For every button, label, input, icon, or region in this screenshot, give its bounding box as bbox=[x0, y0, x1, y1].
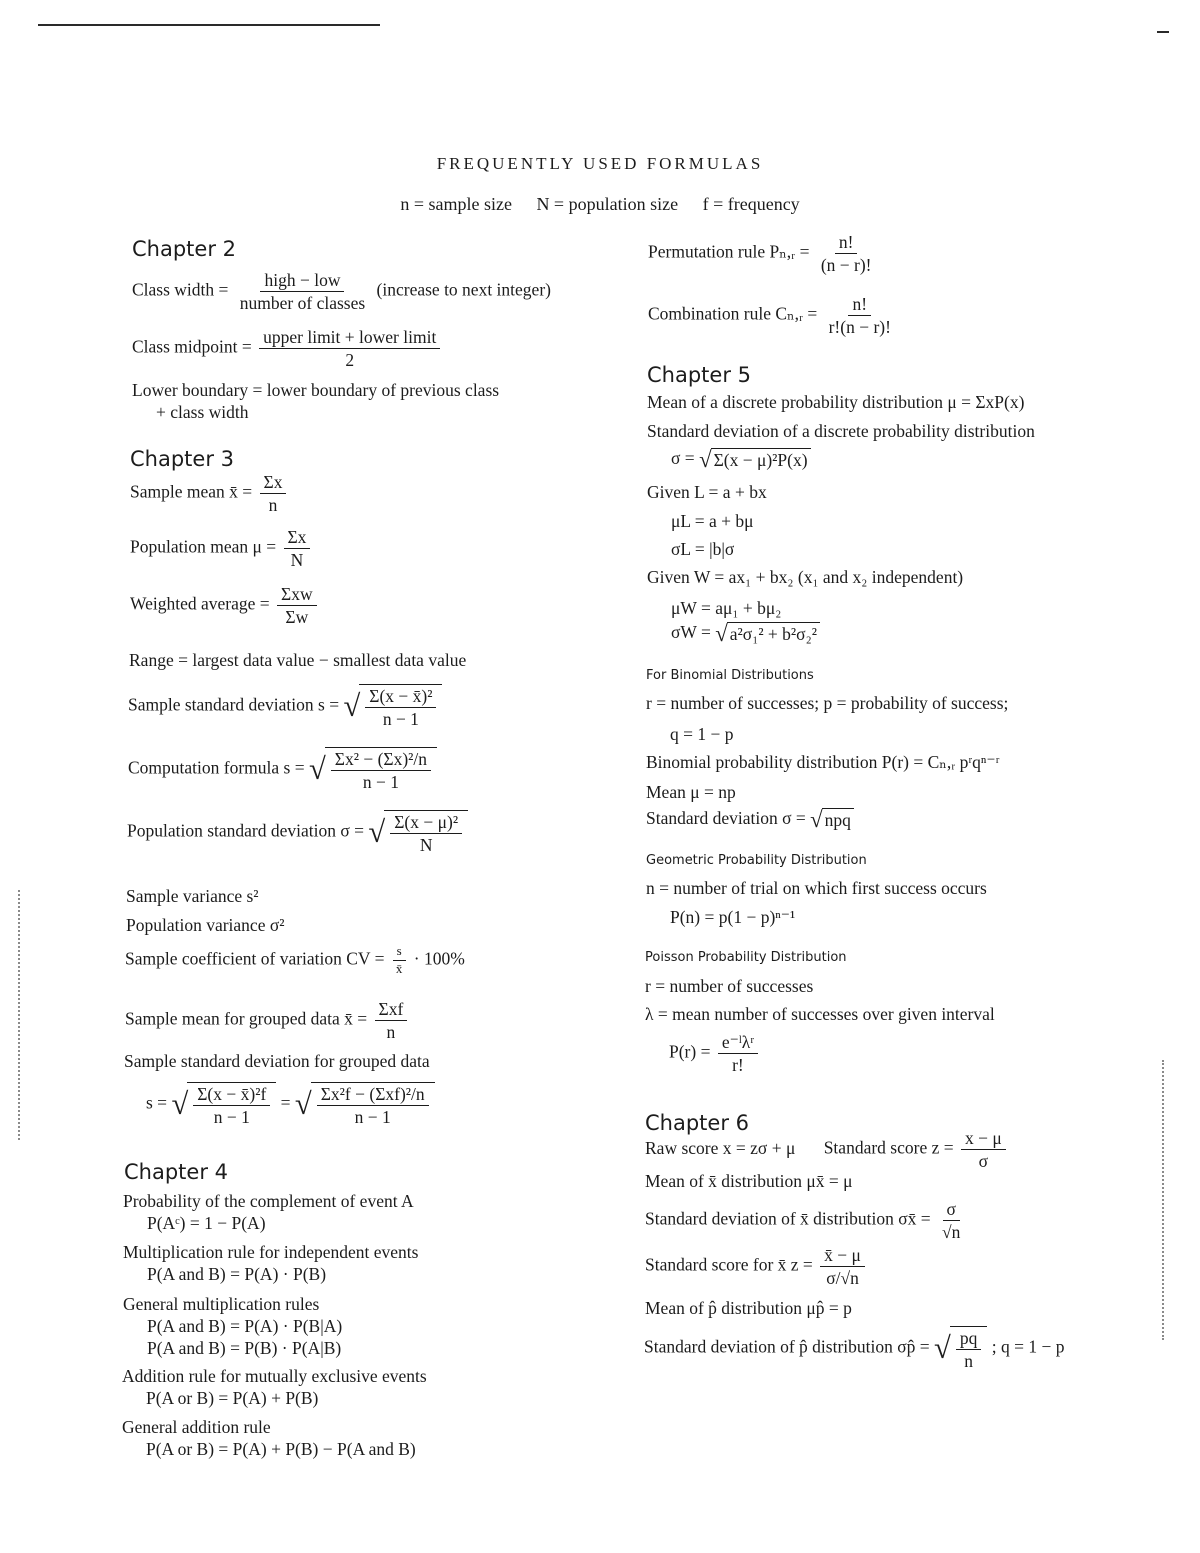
scan-edge-mark bbox=[18, 890, 20, 1140]
binomial-heading: For Binomial Distributions bbox=[646, 668, 814, 683]
range-formula: Range = largest data value − smallest data value bbox=[129, 650, 467, 670]
binomial-distribution: Binomial probability distribution P(r) = Cₙ,ᵣ pʳqⁿ⁻ʳ bbox=[646, 752, 1000, 772]
population-variance: Population variance σ² bbox=[126, 915, 285, 935]
legend-frequency: f = frequency bbox=[702, 194, 800, 214]
binomial-mean: Mean μ = np bbox=[646, 782, 736, 802]
poisson-heading: Poisson Probability Distribution bbox=[645, 950, 847, 965]
population-mean-formula: Population mean μ = $\frac{\Sigma x}{N}$ bbox=[130, 527, 313, 570]
sigma-w: σW = √ a²σ₁² + b²σ₂² bbox=[647, 622, 820, 646]
geometric-formula: P(n) = p(1 − p)ⁿ⁻¹ bbox=[670, 907, 796, 927]
grouped-sd-heading: Sample standard deviation for grouped data bbox=[124, 1051, 430, 1071]
geometric-n: n = number of trial on which first success occurs bbox=[646, 878, 987, 898]
general-multiplication-rules: General multiplication rules P(A and B) = P(A) · P(B|A) P(A and B) = P(B) · P(A|B) bbox=[123, 1294, 343, 1358]
class-midpoint-formula: Class midpoint = $\frac{\text{upper limit + lower limit}}{2}$ bbox=[132, 327, 443, 370]
sample-variance: Sample variance s² bbox=[126, 886, 259, 906]
poisson-lambda: λ = mean number of successes over given interval bbox=[645, 1004, 995, 1024]
top-rule bbox=[38, 24, 380, 26]
weighted-average-formula: Weighted average = $\frac{\text{Σxw}}{\Sigma w}$ bbox=[130, 584, 320, 627]
general-addition-rule: General addition rule P(A or B) = P(A) + P(B) − P(A and B) bbox=[122, 1417, 416, 1459]
given-l: Given L = a + bx bbox=[647, 482, 767, 502]
sample-mean-formula: Sample mean x̄ = $\frac{\Sigma x}{n}$ bbox=[130, 472, 289, 515]
mean-xbar-distribution: Mean of x̄ distribution μx̄ = μ bbox=[645, 1171, 853, 1191]
addition-rule: Addition rule for mutually exclusive events P(A or B) = P(A) + P(B) bbox=[122, 1366, 427, 1408]
combination-rule: Combination rule Cₙ,ᵣ = $\frac{n!}{r!(n - r)!}$ bbox=[648, 294, 891, 338]
poisson-r: r = number of successes bbox=[645, 976, 814, 996]
binomial-q: q = 1 − p bbox=[670, 724, 734, 744]
corner-mark bbox=[1157, 31, 1169, 33]
given-w: Given W = ax₁ + bx₂ (x₁ and x₂ independent) bbox=[647, 567, 964, 587]
discrete-sd-heading: Standard deviation of a discrete probability distribution bbox=[647, 421, 1035, 441]
sigma-l: σL = |b|σ bbox=[671, 539, 735, 559]
page-title: FREQUENTLY USED FORMULAS bbox=[436, 154, 764, 173]
permutation-rule: Permutation rule Pₙ,ᵣ = $\frac{n!}{(n - r)!}$ bbox=[648, 232, 872, 276]
grouped-sd-formula: s = √ $\frac{\text{Σ(x − x̄)²f}}{n - 1}$ = √ $\frac{\text{Σx²f − (Σxf)²/n}}{n - 1}$ bbox=[146, 1082, 435, 1127]
chapter-6-heading: Chapter 6 bbox=[645, 1111, 749, 1135]
legend-sample-size: n = sample size bbox=[400, 194, 512, 214]
scan-edge-mark bbox=[1162, 1060, 1164, 1340]
mu-w: μW = aμ₁ + bμ₂ bbox=[671, 598, 782, 618]
population-sd-formula: Population standard deviation σ = √ $\frac{\text{Σ(x − μ)²}}{N}$ bbox=[127, 810, 468, 855]
class-width-formula: Class width = $\frac{\text{high − low}}{\text{number of classes}}$ (increase to next integer) bbox=[132, 270, 551, 314]
sd-phat-distribution: Standard deviation of p̂ distribution σp̂ = √ $\frac{pq}{n}$ ; q = 1 − p bbox=[644, 1328, 1065, 1372]
coefficient-of-variation-formula: Sample coefficient of variation CV = $\frac{s}{x̄}$ · 100% bbox=[125, 943, 465, 976]
raw-and-standard-score: Raw score x = zσ + μ Standard score z = $\frac{x - \mu}{\sigma}$ bbox=[645, 1128, 1009, 1171]
mu-l: μL = a + bμ bbox=[671, 511, 754, 531]
poisson-formula: P(r) = $\frac{\text{e⁻ˡλʳ}}{r!}$ bbox=[645, 1032, 761, 1075]
binomial-definitions: r = number of successes; p = probability of success; bbox=[646, 693, 1009, 713]
class-midpoint-fraction: $\frac{\text{upper limit + lower limit}}{2}$ bbox=[259, 327, 440, 370]
complement-rule: Probability of the complement of event A P(Aᶜ) = 1 − P(A) bbox=[123, 1191, 414, 1233]
lower-boundary-formula: Lower boundary = lower boundary of previous class + class width bbox=[132, 380, 500, 422]
sd-xbar-distribution: Standard deviation of x̄ distribution σx̄ = $\frac{\sigma}{√n}$ bbox=[645, 1199, 961, 1243]
multiplication-rule: Multiplication rule for independent events P(A and B) = P(A) · P(B) bbox=[123, 1242, 419, 1284]
sample-sd-formula: Sample standard deviation s = √ $\frac{\text{Σ(x − x̄)²}}{n - 1}$ bbox=[128, 684, 442, 729]
grouped-mean-formula: Sample mean for grouped data x̄ = $\frac{\text{Σxf}}{n}$ bbox=[125, 999, 410, 1042]
computation-formula: Computation formula s = √ $\frac{\text{Σx² − (Σx)²/n}}{n - 1}$ bbox=[128, 747, 437, 792]
notation-legend bbox=[0, 194, 1200, 215]
legend-population-size: N = population size bbox=[536, 194, 679, 214]
geometric-heading: Geometric Probability Distribution bbox=[646, 853, 867, 868]
discrete-mean-formula: Mean of a discrete probability distribution μ = ΣxP(x) bbox=[647, 392, 1025, 412]
chapter-4-heading: Chapter 4 bbox=[124, 1160, 228, 1184]
discrete-sd-formula: σ = √ Σ(x − μ)²P(x) bbox=[671, 448, 811, 472]
chapter-3-heading: Chapter 3 bbox=[130, 447, 234, 471]
class-width-fraction: $\frac{\text{high − low}}{\text{number of classes}}$ bbox=[239, 270, 366, 314]
chapter-5-heading: Chapter 5 bbox=[647, 363, 751, 387]
standard-score-xbar: Standard score for x̄ z = $\frac{x̄ - \mu}{\sigma/√n}$ bbox=[645, 1245, 868, 1288]
binomial-sd: Standard deviation σ = √ npq bbox=[646, 808, 854, 832]
mean-phat-distribution: Mean of p̂ distribution μp̂ = p bbox=[645, 1298, 852, 1318]
chapter-2-heading: Chapter 2 bbox=[132, 237, 236, 261]
